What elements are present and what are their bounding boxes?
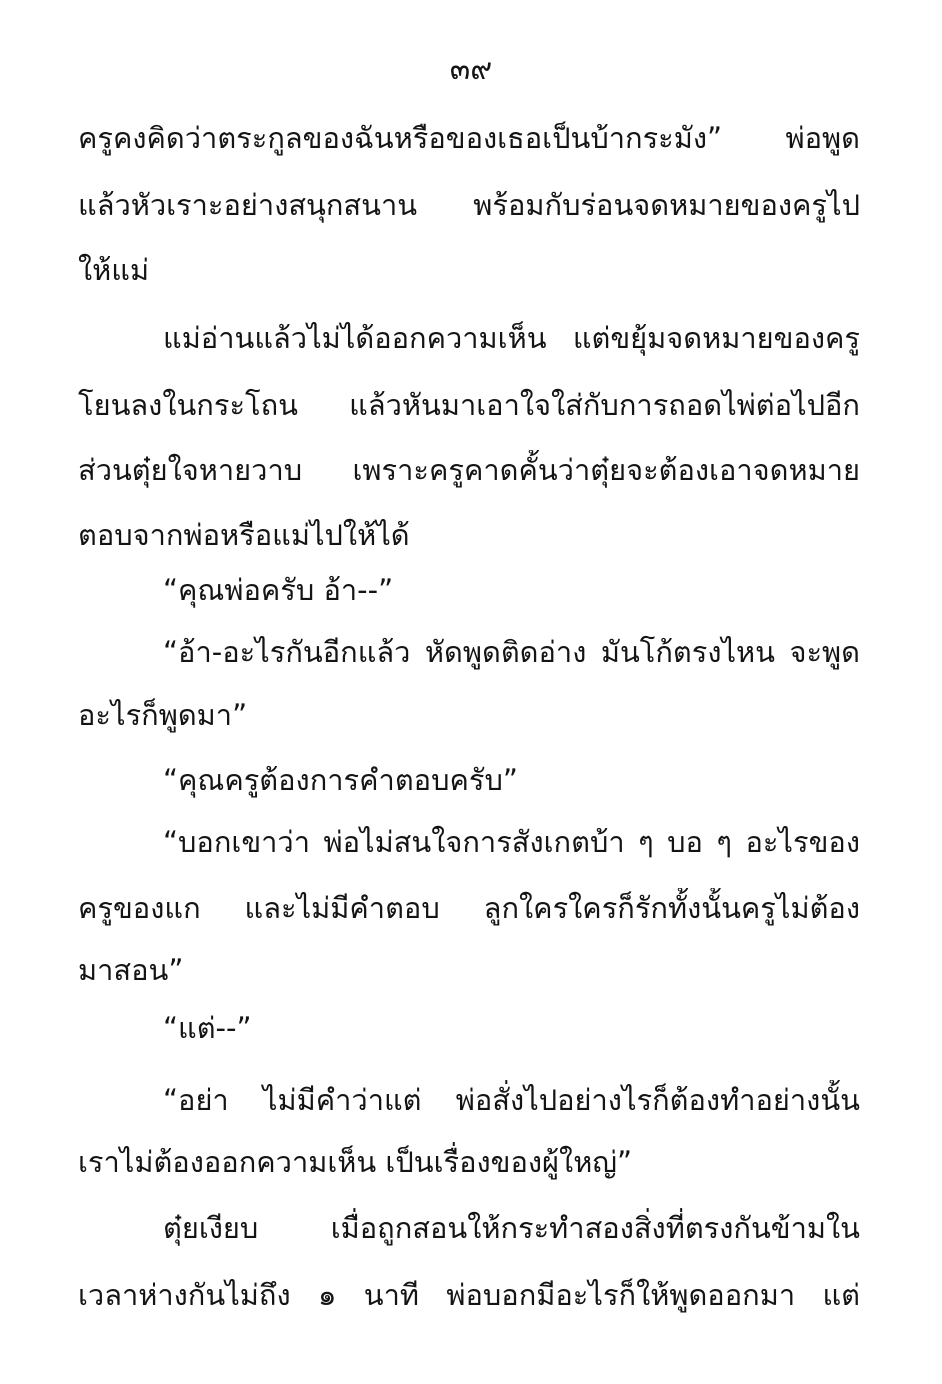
text-line-7: ตอบจากพ่อหรือแม่ไปให้ได้ xyxy=(78,518,410,552)
dialogue-line-3: “คุณครูต้องการคำตอบครับ” xyxy=(163,763,518,797)
text-line-4: แม่อ่านแล้วไม่ได้ออกความเห็น แต่ขยุ้มจดหมายของครู xyxy=(163,321,860,355)
dialogue-line-1: “คุณพ่อครับ อ้า--” xyxy=(163,573,394,607)
dialogue-line-6: “อย่า ไม่มีคำว่าแต่ พ่อสั่งไปอย่างไรก็ต้องทำอย่างนั้น xyxy=(163,1083,860,1117)
text-line-5: โยนลงในกระโถน แล้วหันมาเอาใจใส่กับการถอดไพ่ต่อไปอีก xyxy=(78,388,860,422)
text-line-9: เวลาห่างกันไม่ถึง ๑ นาที พ่อบอกมีอะไรก็ให้พูดออกมา แต่ xyxy=(78,1278,860,1312)
dialogue-line-4: “บอกเขาว่า พ่อไม่สนใจการสังเกตบ้า ๆ บอ ๆ อะไรของ xyxy=(163,825,860,859)
page-number: ๓๙ xyxy=(449,52,493,87)
text-line-3: ให้แม่ xyxy=(78,253,150,287)
text-line-8: ตุ๋ยเงียบ เมื่อถูกสอนให้กระทำสองสิ่งที่ตรงกันข้ามใน xyxy=(163,1211,860,1245)
dialogue-line-2-cont: อะไรก็พูดมา” xyxy=(78,698,248,732)
dialogue-line-2: “อ้า-อะไรกันอีกแล้ว หัดพูดติดอ่าง มันโก้ตรงไหน จะพูด xyxy=(163,635,860,669)
text-line-2: แล้วหัวเราะอย่างสนุกสนาน พร้อมกับร่อนจดหมายของครูไป xyxy=(78,188,860,222)
dialogue-line-6-cont: เราไม่ต้องออกความเห็น เป็นเรื่องของผู้ใหญ่” xyxy=(78,1145,633,1179)
dialogue-line-4-cont-2: มาสอน” xyxy=(78,953,184,987)
text-line-1: ครูคงคิดว่าตระกูลของฉันหรือของเธอเป็นบ้ากระมัง” พ่อพูด xyxy=(78,121,860,155)
dialogue-line-5: “แต่--” xyxy=(163,1011,252,1045)
dialogue-line-4-cont-1: ครูของแก และไม่มีคำตอบ ลูกใครใครก็รักทั้งนั้นครูไม่ต้อง xyxy=(78,891,860,925)
text-line-6: ส่วนตุ๋ยใจหายวาบ เพราะครูคาดคั้นว่าตุ๋ยจะต้องเอาจดหมาย xyxy=(78,453,860,487)
